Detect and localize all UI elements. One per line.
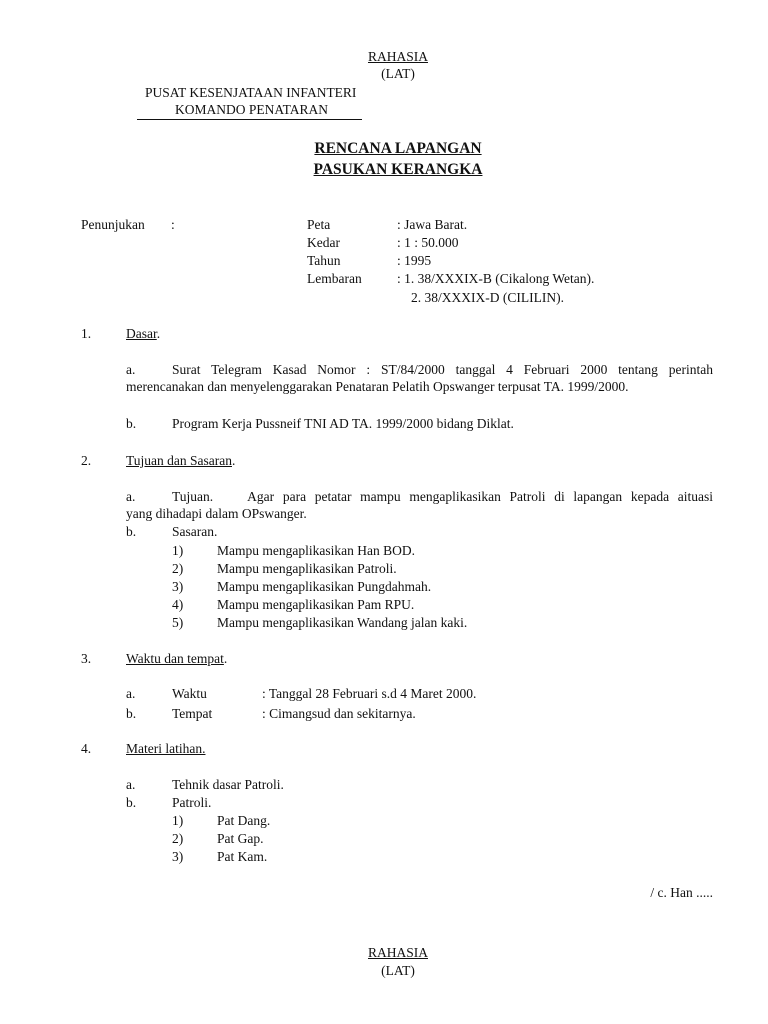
org-name: PUSAT KESENJATAAN INFANTERI bbox=[145, 85, 357, 100]
waktu-key: Waktu bbox=[172, 686, 207, 701]
org-underline bbox=[137, 119, 362, 120]
sasaran-item-text: Mampu mengaplikasikan Patroli. bbox=[217, 561, 397, 576]
sasaran-item-number: 1) bbox=[172, 543, 184, 558]
lembaran-value-2: 2. 38/XXXIX-D (CILILIN). bbox=[411, 290, 564, 305]
section-4a-text: Tehnik dasar Patroli. bbox=[172, 777, 284, 792]
tempat-key: Tempat bbox=[172, 706, 213, 721]
section-1b-label: b. bbox=[126, 416, 137, 431]
sasaran-item-text: Mampu mengaplikasikan Pam RPU. bbox=[217, 597, 415, 612]
section-2a-line1: Tujuan. Agar para petatar mampu mengaplikasikan Patroli di lapangan kepada aituasi bbox=[172, 489, 713, 504]
tahun-label: Tahun bbox=[307, 253, 341, 268]
org-unit: KOMANDO PENATARAN bbox=[175, 102, 329, 117]
section-2-heading: Tujuan dan Sasaran. bbox=[126, 453, 236, 468]
waktu-value: : Tanggal 28 Februari s.d 4 Maret 2000. bbox=[262, 686, 477, 701]
section-2b-label: b. bbox=[126, 524, 137, 539]
penunjukan-label: Penunjukan bbox=[81, 217, 145, 232]
classification-top: RAHASIA bbox=[367, 49, 428, 64]
doc-title-line2: PASUKAN KERANGKA bbox=[313, 161, 483, 178]
section-4-number: 4. bbox=[81, 741, 92, 756]
section-3-heading: Waktu dan tempat. bbox=[126, 651, 228, 666]
sasaran-item-number: 2) bbox=[172, 561, 184, 576]
section-1-number: 1. bbox=[81, 326, 92, 341]
section-3a-label: a. bbox=[126, 686, 136, 701]
continuation-note: / c. Han ..... bbox=[650, 885, 713, 900]
section-1a-line2: merencanakan dan menyelenggarakan Penataran Pelatih Opswanger terpusat TA. 1999/2000. bbox=[126, 379, 629, 394]
section-2-number: 2. bbox=[81, 453, 92, 468]
sasaran-item-number: 4) bbox=[172, 597, 184, 612]
lembaran-label: Lembaran bbox=[307, 271, 362, 286]
classification-sub-top: (LAT) bbox=[381, 66, 415, 81]
classification-bottom: RAHASIA bbox=[367, 945, 428, 960]
lembaran-value: : 1. 38/XXXIX-B (Cikalong Wetan). bbox=[397, 271, 595, 286]
section-1a-line1: Surat Telegram Kasad Nomor : ST/84/2000 tanggal 4 Februari 2000 tentang perintah bbox=[172, 362, 713, 377]
doc-title-line1: RENCANA LAPANGAN bbox=[314, 140, 482, 157]
section-2b-text: Sasaran. bbox=[172, 524, 218, 539]
section-3b-label: b. bbox=[126, 706, 137, 721]
section-1b-text: Program Kerja Pussneif TNI AD TA. 1999/2000 bidang Diklat. bbox=[172, 416, 514, 431]
peta-label: Peta bbox=[307, 217, 331, 232]
section-2a-line2: yang dihadapi dalam OPswanger. bbox=[126, 506, 307, 521]
sasaran-item-text: Mampu mengaplikasikan Wandang jalan kaki. bbox=[217, 615, 468, 630]
section-1-heading: Dasar. bbox=[126, 326, 161, 341]
section-4b-text: Patroli. bbox=[172, 795, 212, 810]
section-4b-label: b. bbox=[126, 795, 137, 810]
section-2a-label: a. bbox=[126, 489, 136, 504]
patroli-item-number: 1) bbox=[172, 813, 184, 828]
section-4-heading: Materi latihan. bbox=[126, 741, 206, 756]
patroli-item-text: Pat Dang. bbox=[217, 813, 271, 828]
sasaran-item-number: 5) bbox=[172, 615, 184, 630]
tahun-value: : 1995 bbox=[397, 253, 432, 268]
peta-value: : Jawa Barat. bbox=[397, 217, 468, 232]
sasaran-item-number: 3) bbox=[172, 579, 184, 594]
kedar-label: Kedar bbox=[307, 235, 340, 250]
tempat-value: : Cimangsud dan sekitarnya. bbox=[262, 706, 416, 721]
patroli-item-number: 3) bbox=[172, 849, 184, 864]
sasaran-item-text: Mampu mengaplikasikan Han BOD. bbox=[217, 543, 415, 558]
patroli-item-text: Pat Gap. bbox=[217, 831, 264, 846]
section-1a-label: a. bbox=[126, 362, 136, 377]
patroli-item-number: 2) bbox=[172, 831, 184, 846]
section-3-number: 3. bbox=[81, 651, 92, 666]
patroli-item-text: Pat Kam. bbox=[217, 849, 268, 864]
section-4a-label: a. bbox=[126, 777, 136, 792]
sasaran-item-text: Mampu mengaplikasikan Pungdahmah. bbox=[217, 579, 432, 594]
classification-sub-bottom: (LAT) bbox=[381, 963, 415, 978]
penunjukan-colon: : bbox=[171, 217, 175, 232]
kedar-value: : 1 : 50.000 bbox=[397, 235, 459, 250]
